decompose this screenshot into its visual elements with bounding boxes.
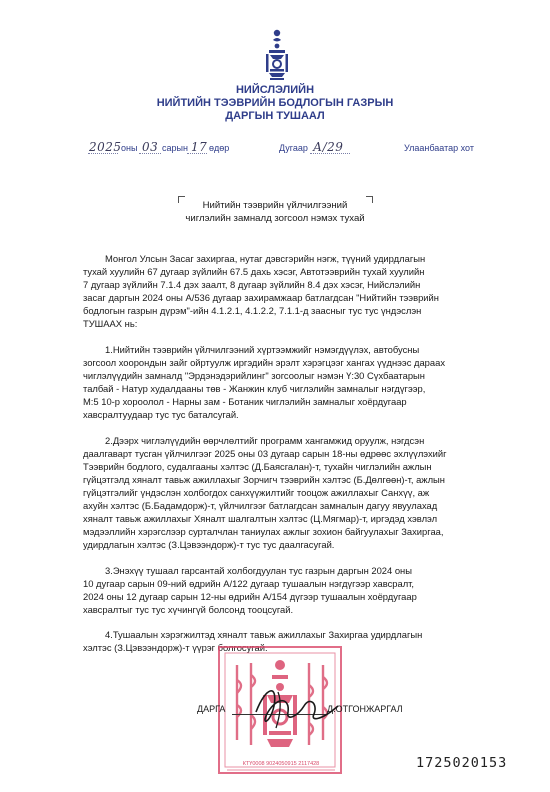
month-value: 03: [142, 140, 159, 154]
paragraph-line: 4.Тушаалын хэрэгжилтэд хяналт тавьж ажиллахыг Захиргаа удирдлагын: [105, 629, 423, 640]
paragraph-line: хавсралтуудаар тус тус баталсугай.: [83, 409, 239, 420]
year-suffix: оны: [121, 143, 138, 153]
org-name-line1: НИЙСЛЭЛИЙН: [235, 84, 315, 96]
paragraph-line: 1.Нийтийн тээврийн үйлчилгээний хүртээмжийг нэмэгдүүлэх, автобусны: [105, 344, 420, 355]
order-number: А/29: [313, 140, 344, 154]
paragraph-line: бодлогын газрын дүрэм"-ийн 4.1.2.1, 4.1.2.2, 7.1.1-д заасныг тус тус үндэслэн: [83, 305, 422, 316]
day-suffix: өдөр: [209, 143, 230, 153]
state-emblem-icon: [262, 28, 292, 80]
paragraph-line: 3.Энэхүү тушаал гарсантай холбогдуулан тус газрын даргын 2024 оны: [105, 565, 412, 576]
paragraph-line: чиглэлүүдийн замналд "Эрдэнэдэрийлинг" зогсоолыг нэмэн Ү:30 Сүхбаатарын: [83, 370, 425, 381]
paragraph-line: ТУШААХ нь:: [83, 318, 138, 329]
paragraph-item-3: [83, 564, 475, 616]
paragraph-line: гүйцэтгэлд хяналт тавьж ажиллахыг Зорчигч тээврийн хэлтэс (Б.Дөлгөөн)-т, ажлын: [83, 474, 445, 485]
stamp-number: КТҮ0008 9024050915 2117428: [242, 761, 320, 767]
year-value: 2025: [89, 140, 122, 154]
paragraph-item-1: [83, 343, 475, 421]
paragraph-line: хэлтэс (З.Цэвээндорж)-т үүрэг болгосугай.: [83, 642, 268, 653]
paragraph-line: 2024 оны 12 дугаар сарын 12-ны өдрийн А/154 дүгээр тушаалын хоёрдугаар: [83, 591, 417, 602]
serial-number: 1725020153: [416, 755, 508, 771]
day-value: 17: [191, 140, 208, 154]
paragraph-line: хавсралтыг тус тус хүчингүй болсонд тооцсугай.: [83, 604, 294, 615]
paragraph-line: Тээврийн бодлого, судалгааны хэлтэс (Д.Баясгалан)-т, тухайн чиглэлийн ажлын: [83, 461, 432, 472]
title-line2: чиглэлийн замналд зогсоол нэмэх тухай: [185, 213, 365, 224]
paragraph-line: удирдлагын хэлтэс (З.Цэвээндорж)-т тус тус даалгасугай.: [83, 539, 335, 550]
paragraph-line: даалгаварт тусган үйлчилгээг 2025 оны 03 дугаар сарын 18-ны өдрөөс эхлүүлэхийг: [83, 448, 447, 459]
place: Улаанбаатар хот: [404, 143, 474, 153]
paragraph-line: гүйцэтгэлийг үндэслэн холбогдох санхүүжилтийг тооцож ажиллахыг Санхүү, аж: [83, 487, 430, 498]
paragraph-line: 10 дугаар сарын 09-ний өдрийн А/122 дугаар тушаалын нэгдүгээр хавсралт,: [83, 578, 415, 589]
document-type: ДАРГЫН ТУШААЛ: [225, 110, 325, 122]
number-label: Дугаар: [279, 143, 308, 153]
paragraph-line: М:5 10-р хороолол - Нарны зам - Ботаник чиглэлийн замналыг хоёрдугаар: [83, 396, 407, 407]
paragraph-line: зогсоол хоорондын зайг ойртуулж иргэдийн эрэлт хэрэгцээг хангах үүднээс дараах: [83, 357, 446, 368]
paragraph-line: талбай - Натур худалдааны төв - Жанжин клуб чиглэлийн замналыг нэгдүгээр,: [83, 383, 426, 394]
paragraph-line: 2.Дээрх чиглэлүүдийн өөрчлөлтийг программ хангамжид оруулж, нэгдсэн: [105, 435, 425, 446]
paragraph-line: Монгол Улсын Засаг захиргаа, нутаг дэвсгэрийн нэгж, түүний удирдлагын: [105, 253, 426, 264]
signatory-title: ДАРГА: [197, 704, 226, 714]
dateline: [0, 140, 550, 159]
paragraph-line: мэдээллийн хэрэгслээр сурталчлан таниулах ажлыг зохион байгуулахыг Захиргаа,: [83, 526, 444, 537]
paragraph-line: засаг даргын 2024 оны А/536 дугаар захирамжаар батлагдсан "Нийтийн тээврийн: [83, 292, 439, 303]
paragraph-line: 7 дугаар зүйлийн 7.1.4 дэх заалт, 8 дугаар зүйлийн 8.4 дэх хэсэг, Нийслэлийн: [83, 279, 421, 290]
paragraph-item-2: [83, 434, 475, 551]
signatory-name: Д.ОТГОНЖАРГАЛ: [327, 704, 403, 714]
paragraph-line: хяналт тавьж ажиллахыг Хяналт шалгалтын хэлтэс (Ц.Мягмар)-т, иргэдэд хэвлэл: [83, 513, 438, 524]
paragraph-line: тухай хуулийн 67 дугаар зүйлийн 67.5 дахь хэсэг, Автотээврийн тухай хуулийн: [83, 266, 425, 277]
paragraph-line: ахуйн хэлтэс (Б.Бадамдорж)-т, үйлчилгээг батлагдсан замналын дагуу явуулахад: [83, 500, 438, 511]
handwritten-signature: [238, 676, 358, 736]
title-line1: Нийтийн тээврийн үйлчилгээний: [202, 200, 348, 211]
month-suffix: сарын: [162, 143, 188, 153]
org-name-line2: НИЙТИЙН ТЭЭВРИЙН БОДЛОГЫН ГАЗРЫН: [156, 97, 394, 109]
paragraph-preamble: [83, 252, 475, 330]
